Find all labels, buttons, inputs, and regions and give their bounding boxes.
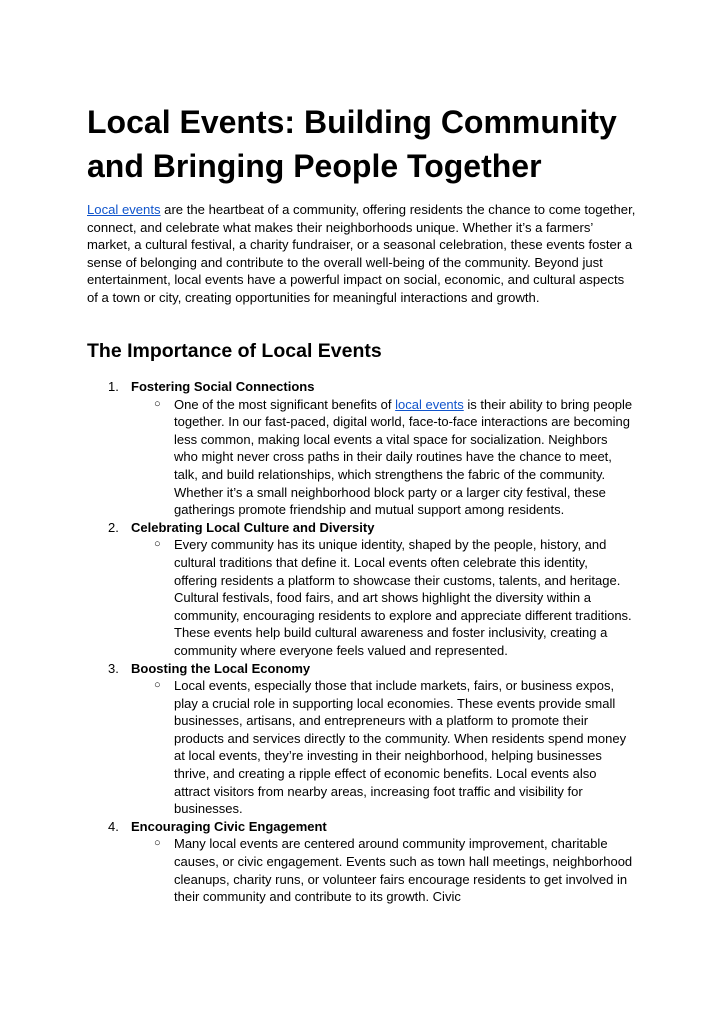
list-item-header <box>0 378 720 396</box>
sub-item-text: Local events, especially those that include markets, fairs, or business expos, play a crucial role in supporting local economies. These events provide small businesses, artisans, and entrepreneurs with a platform to promote their products and services directly to the community. When residents spend money at local events, they’re investing in their neighborhood, helping businesses thrive, and creating a ripple effect of economic benefits. Local events also attract visitors from nearby areas, increasing foot traffic and visibility for businesses. <box>174 678 627 817</box>
list-item <box>0 519 720 660</box>
list-item-title: Celebrating Local Culture and Diversity <box>131 519 375 535</box>
list-item <box>0 818 720 906</box>
list-item-number: 3. <box>108 660 119 676</box>
list-item-number: 4. <box>108 818 119 834</box>
local-events-link[interactable]: Local events <box>87 202 161 217</box>
sub-item <box>0 396 720 519</box>
list-item-header <box>0 519 720 537</box>
hollow-circle-bullet-icon: ○ <box>154 538 161 551</box>
sub-item-text <box>174 396 634 519</box>
list-item-title: Encouraging Civic Engagement <box>131 818 327 834</box>
sub-item <box>0 677 720 818</box>
page-title: Local Events: Building Community and Bringing People Together <box>87 104 617 184</box>
sub-item <box>0 835 720 905</box>
list-item-header <box>0 818 720 836</box>
local-events-inline-link[interactable]: local events <box>395 396 464 412</box>
hollow-circle-bullet-icon: ○ <box>154 679 161 692</box>
list-item <box>0 378 720 519</box>
importance-list <box>0 378 720 906</box>
list-item <box>0 660 720 818</box>
sub-text-before: One of the most significant benefits of <box>174 396 396 412</box>
sub-item <box>0 536 720 659</box>
list-item-header <box>0 660 720 678</box>
intro-text: are the heartbeat of a community, offering residents the chance to come together, connect, and celebrate what makes their neighborhoods unique. Whether it’s a farmers’ market, a cultural festival, a charity fundraiser, or a seasonal celebration, these events foster a sense of belonging and contribute to the overall well-being of the community. Beyond just entertainment, local events have a powerful impact on social, economic, and cultural aspects of a town or city, creating opportunities for meaningful interactions and growth. <box>87 202 636 305</box>
list-item-title: Boosting the Local Economy <box>131 660 311 676</box>
hollow-circle-bullet-icon: ○ <box>154 397 161 410</box>
sub-text-after: is their ability to bring people together. In our fast-paced, digital world, face-to-face interactions are becoming less common, making local events a vital space for socialization. Neighbors who might never cross paths in their daily routines have the chance to meet, talk, and build relationships, which strengthens the fabric of the community. Whether it’s a small neighborhood block party or a larger city festival, these gatherings promote friendship and mutual support among residents. <box>174 396 633 518</box>
intro-paragraph <box>87 201 637 307</box>
list-item-title: Fostering Social Connections <box>131 379 315 394</box>
hollow-circle-bullet-icon: ○ <box>154 837 161 850</box>
list-item-number: 1. <box>108 379 119 394</box>
sub-item-text: Every community has its unique identity, shaped by the people, history, and cultural traditions that define it. Local events often celebrate this identity, offering residents a platform to showcase their customs, talents, and heritage. Cultural festivals, food fairs, and art shows highlight the diversity within a community, encouraging residents to explore and appreciate different traditions. These events help build cultural awareness and foster inclusivity, creating a community where everyone feels valued and represented. <box>174 537 632 658</box>
section-heading: The Importance of Local Events <box>87 340 382 362</box>
list-item-number: 2. <box>108 519 119 535</box>
sub-item-text: Many local events are centered around community improvement, charitable causes, or civic engagement. Events such as town hall meetings, neighborhood cleanups, charity runs, or volunteer fairs encourage residents to get involved in their community and contribute to its growth. Civic <box>174 836 633 905</box>
